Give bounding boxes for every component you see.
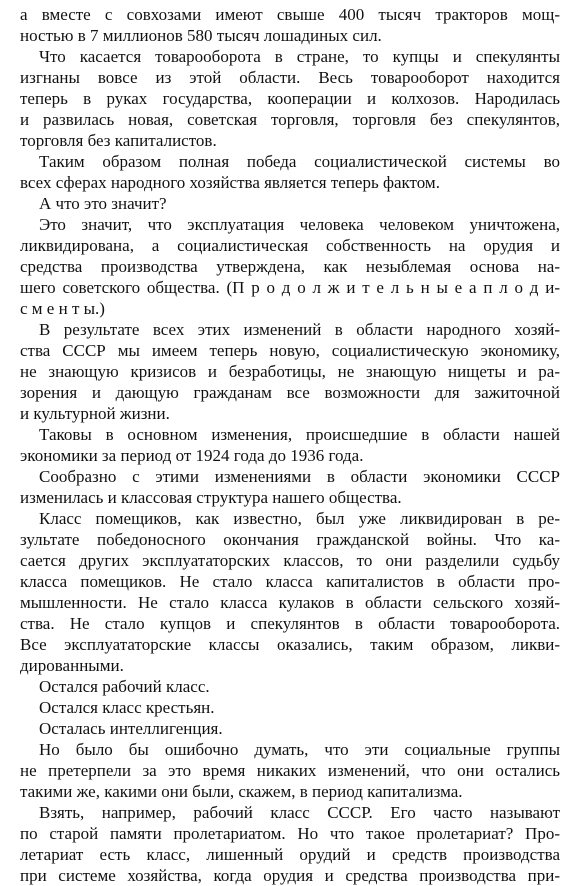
text-line: и развилась новая, советская торговля, торговля без спекулянтов, xyxy=(20,110,560,129)
text-line: зультате победоносного окончания гражданской войны. Что ка- xyxy=(20,530,560,549)
text-line: изменилась и классовая структура нашего общества. xyxy=(20,488,402,507)
text-line: теперь в руках государства, кооперации и колхозов. Народилась xyxy=(20,89,560,108)
text-line: А что это значит? xyxy=(39,194,167,213)
text-line: а вместе с совхозами имеют свыше 400 тысяч тракторов мощ- xyxy=(20,5,560,24)
text-line: Что касается товарооборота в стране, то купцы и спекулянты xyxy=(39,47,560,66)
text-line: ства СССР мы имеем теперь новую, социалистическую экономику, xyxy=(20,341,560,360)
text-line: Таковы в основном изменения, происшедшие в области нашей xyxy=(39,425,560,444)
text-line: по старой памяти пролетариатом. Но что такое пролетариат? Про- xyxy=(20,824,560,843)
text-line: изгнаны вовсе из этой области. Весь товарооборот находится xyxy=(20,68,560,87)
text-line: Взять, например, рабочий класс СССР. Его часто называют xyxy=(39,803,560,822)
text-line: мышленности. Не стало класса кулаков в области сельского хозяй- xyxy=(20,593,560,612)
text-line: шего советского общества. (П р о д о л ж и т е л ь н ы е а п л о д и- xyxy=(20,278,560,297)
text-line: не претерпели за это время никаких изменений, что они остались xyxy=(20,761,560,780)
text-line: с м е н т ы.) xyxy=(20,299,105,318)
text-line: экономики за период от 1924 года до 1936 года. xyxy=(20,446,364,465)
text-line: ностью в 7 миллионов 580 тысяч лошадиных сил. xyxy=(20,26,382,45)
text-line: ликвидирована, а социалистическая собственность на орудия и xyxy=(20,236,560,255)
text-line: ства. Не стало купцов и спекулянтов в области товарооборота. xyxy=(20,614,560,633)
text-line: Остался рабочий класс. xyxy=(39,677,210,696)
text-line: Сообразно с этими изменениями в области экономики СССР xyxy=(39,467,560,486)
text-line: всех сферах народного хозяйства является теперь фактом. xyxy=(20,173,440,192)
text-line: Класс помещиков, как известно, был уже ликвидирован в ре- xyxy=(39,509,560,528)
text-line: не знающую кризисов и безработицы, не знающую нищеты и ра- xyxy=(20,362,560,381)
text-line: при системе хозяйства, когда орудия и средства производства при- xyxy=(20,866,560,885)
text-body xyxy=(20,4,560,886)
text-line: и культурной жизни. xyxy=(20,404,170,423)
text-line: Остался класс крестьян. xyxy=(39,698,215,717)
text-line: Но было бы ошибочно думать, что эти социальные группы xyxy=(39,740,560,759)
text-line: дированными. xyxy=(20,656,124,675)
text-line: Осталась интеллигенция. xyxy=(39,719,223,738)
text-line: Это значит, что эксплуатация человека человеком уничтожена, xyxy=(39,215,560,234)
text-line: торговля без капиталистов. xyxy=(20,131,217,150)
text-line: Таким образом полная победа социалистической системы во xyxy=(39,152,560,171)
text-line: сается других эксплуататорских классов, то они разделили судьбу xyxy=(20,551,560,570)
text-line: класса помещиков. Не стало класса капиталистов в области про- xyxy=(20,572,560,591)
text-line: В результате всех этих изменений в области народного хозяй- xyxy=(39,320,560,339)
text-line: зорения и дающую гражданам все возможности для зажиточной xyxy=(20,383,560,402)
text-line: средства производства утверждена, как незыблемая основа на- xyxy=(20,257,560,276)
text-line: такими же, какими они были, скажем, в период капитализма. xyxy=(20,782,463,801)
text-line: Все эксплуататорские классы оказались, таким образом, ликви- xyxy=(20,635,560,654)
text-line: летариат есть класс, лишенный орудий и средств производства xyxy=(20,845,560,864)
